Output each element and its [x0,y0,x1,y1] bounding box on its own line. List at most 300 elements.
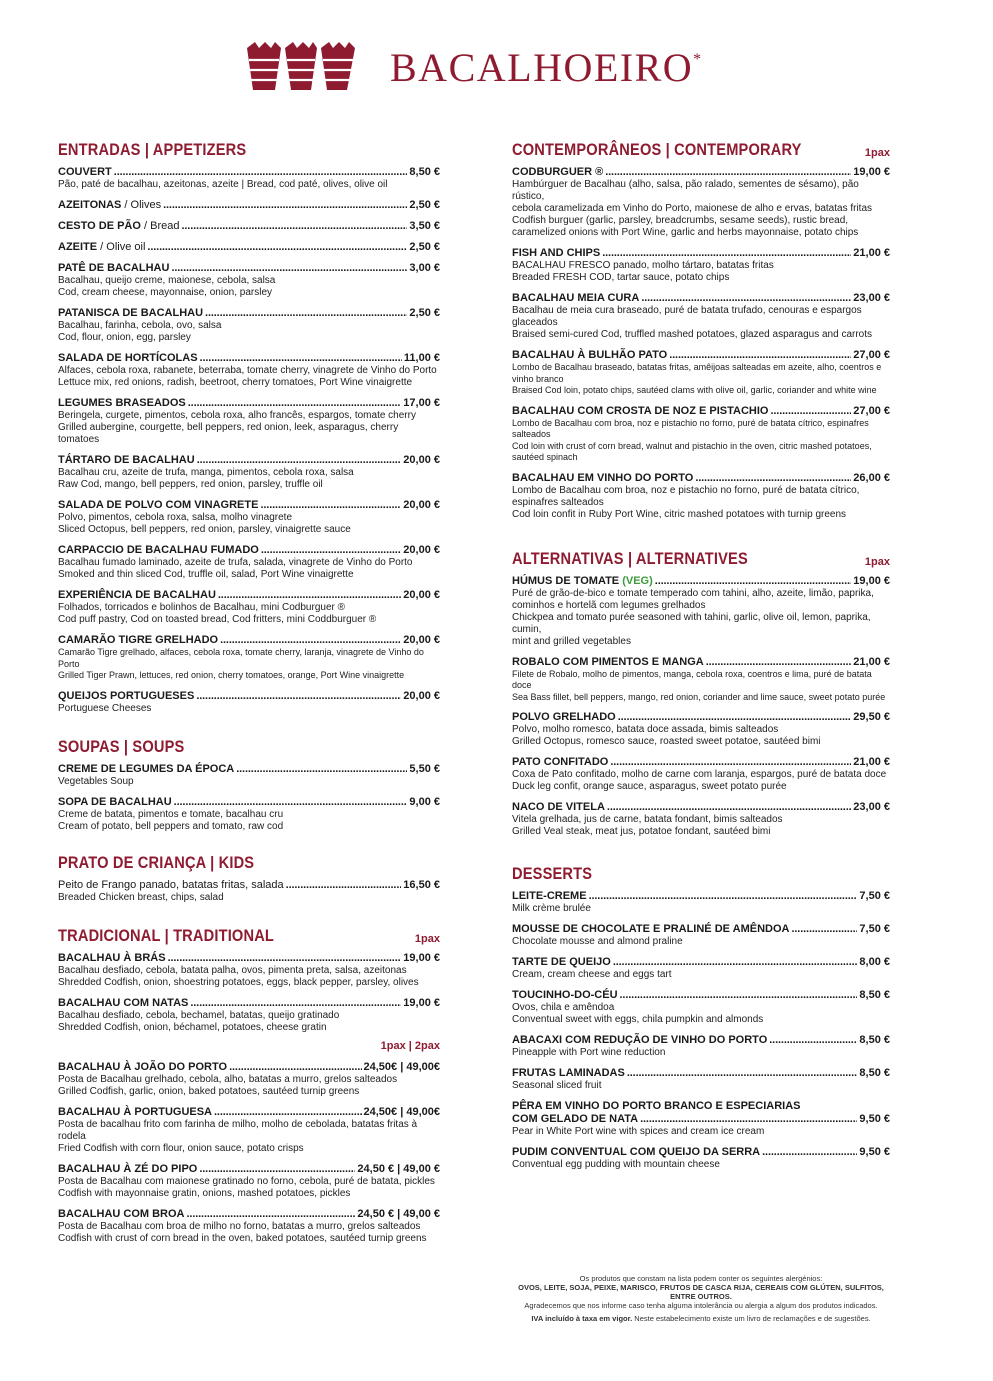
menu-item [512,756,890,793]
item-row [512,711,890,724]
dot-leader [200,352,402,365]
item-description: Bacalhau, farinha, cebola, ovo, salsa [58,320,222,331]
item-name-text: HÚMUS DE TOMATE [512,574,620,587]
dot-leader [190,997,401,1010]
item-price: 2,50 € [409,199,440,211]
section-header [58,853,440,873]
dot-leader [620,989,858,1002]
item-description: sautéed spinach [512,452,578,462]
item-row [58,1163,440,1176]
item-description: Grilled Codfish, garlic, onion, baked potatoes, sautéed turnip greens [58,1085,360,1097]
item-description: Coxa de Pato confitado, molho de carne com laranja, espargos, puré de batata doce [512,769,887,780]
item-name-text: COUVERT [58,166,112,178]
menu-item [58,307,440,344]
menu-item [512,1100,890,1138]
item-price: 21,00 € [853,247,890,259]
item-name-translation: / Olives [121,199,162,211]
item-name-text: ROBALO COM PIMENTOS E MANGA [512,655,704,668]
dot-leader [261,544,401,557]
item-name-text: BACALHAU COM NATAS [58,996,189,1009]
dot-leader [613,956,858,969]
item-row [58,220,440,233]
castle-logo-icon [245,40,357,92]
item-description: Pear in White Port wine with spices and cream ice cream [512,1126,765,1137]
item-row [58,544,440,557]
item-description: Lombo de Bacalhau com broa, noz e pistachio no forno, puré de batata cítrico, espinafres salteados [512,417,869,439]
item-description: Shredded Codfish, onion, shoestring potatoes, eggs, black pepper, parsley, olives [58,976,419,988]
dot-leader [610,756,851,769]
item-name-text: BACALHAU MEIA CURA [512,292,640,304]
item-price: 7,50 € [859,890,890,902]
item-price: 27,00 € [853,404,890,417]
section-title: DESSERTS [512,864,593,883]
item-name [512,575,653,588]
item-description: Grilled aubergine, courgette, bell peppers, red onion, leek, asparagus, cherry tomatoes [58,422,399,445]
item-price: 19,00 € [853,574,890,587]
item-price: 8,50 € [859,1067,890,1079]
menu-item [58,166,440,191]
item-price: 20,00 € [403,454,440,466]
dot-leader [197,454,402,467]
section-header [58,926,440,946]
item-name [58,499,258,512]
footer-line-2: OVOS, LEITE, SOJA, PEIXE, MARISCO, FRUTOS DE CASCA RIJA, CEREAIS COM GLÚTEN, SULFITOS, ENTRE OUTROS. [518,1283,884,1301]
section-title: TRADICIONAL | TRADITIONAL [58,925,275,945]
dot-leader [607,801,851,814]
item-name [58,1106,212,1119]
item-name-text: AZEITONAS [58,199,122,211]
item-price: 19,00 € [403,996,440,1009]
item-row [512,166,890,179]
item-row [512,349,890,362]
dot-leader [174,796,408,809]
item-description: Sliced Octopus, bell peppers, red onion, parsley, vinaigrette sauce [58,524,351,535]
dot-leader [229,1061,361,1074]
menu-item [58,397,440,446]
item-row [58,199,440,212]
item-name [512,472,693,485]
section-header [512,140,890,160]
item-description: Chocolate mousse and almond praline [512,936,683,947]
item-price: 20,00 € [403,544,440,556]
item-price: 24,50 € | 49,00 € [357,1162,440,1175]
item-row [58,879,440,892]
item-price: 9,50 € [859,1113,890,1125]
item-name [58,1061,227,1074]
item-price: 2,50 € [409,241,440,253]
item-price: 2,50 € [409,307,440,319]
menu-section [512,864,890,1171]
item-name-text: PATÊ DE BACALHAU [58,262,170,274]
dot-leader [236,763,407,776]
item-name-text: TARTE DE QUEIJO [512,956,611,968]
item-name [512,711,616,724]
item-price: 20,00 € [403,499,440,511]
item-name [58,241,145,254]
item-row [58,454,440,467]
item-description: caramelized onions with Port Wine, garlic and herbs mayonnaise, potato chips [512,227,859,238]
menu-section [58,140,440,715]
menu-item [58,1061,440,1098]
menu-section [58,926,440,1245]
item-row [58,997,440,1010]
item-description: Cod, cream cheese, mayonnaise, onion, parsley [58,287,273,298]
item-price: 29,50 € [853,711,890,723]
item-description: Breaded FRESH COD, tartar sauce, potato chips [512,272,730,283]
item-name-text: QUEIJOS PORTUGUESES [58,689,195,702]
item-name-text: CODBURGUER ® [512,166,604,178]
item-price: 23,00 € [853,292,890,304]
item-row [58,690,440,703]
item-description: Pineapple with Port wine reduction [512,1047,666,1058]
item-description: Beringela, curgete, pimentos, cebola roxa, alho francês, espargos, tomate cherry [58,410,416,421]
item-name-text: SALADA DE POLVO COM VINAGRETE [58,499,259,511]
item-row [58,166,440,179]
section-title: ENTRADAS | APPETIZERS [58,140,247,159]
item-price: 9,00 € [409,795,440,808]
item-name-text: TÁRTARO DE BACALHAU [58,454,195,466]
item-row [58,763,440,776]
item-name [58,997,188,1010]
item-description: Duck leg confit, orange sauce, asparagus, sweet potato purée [512,781,787,792]
item-name [512,1034,767,1047]
item-description: Raw Cod, mango, bell peppers, red onion, parsley, truffle oil [58,479,323,490]
item-name [58,262,169,275]
item-description: Posta de Bacalhau com maionese gratinado no forno, cebola, puré de batata, pickles [58,1175,435,1187]
menu-item [512,890,890,915]
dot-leader [260,499,401,512]
menu-item [512,1067,890,1092]
item-name [512,801,605,814]
item-name-text: FRUTAS LAMINADAS [512,1067,625,1079]
item-name-text: SALADA DE HORTÍCOLAS [58,352,198,364]
footer-line-4: IVA incluído à taxa em vigor. Neste estabelecimento existe um livro de reclamações e de sugestões. [531,1314,871,1323]
dot-leader [114,166,408,179]
item-description: Lombo de Bacalhau com broa, noz e pistachio no forno, puré de batata cítrico, [512,484,860,496]
item-description: Vegetables Soup [58,775,134,787]
item-row [512,1146,890,1159]
menu-section [58,853,440,904]
dot-leader [218,589,401,602]
section-header [512,549,890,569]
item-description: Bacalhau, queijo creme, maionese, cebola, salsa [58,275,276,286]
left-column [58,140,440,1245]
item-row [58,397,440,410]
item-price: 19,00 € [403,951,440,964]
item-description: Portuguese Cheeses [58,702,152,714]
item-description: Polvo, molho romesco, batata doce assada, bimis salteados [512,724,779,735]
item-price: 16,50 € [403,878,440,891]
item-description: mint and grilled vegetables [512,635,631,647]
item-price: 24,50€ | 49,00€ [363,1105,440,1118]
item-description: Camarão Tigre grelhado, alfaces, cebola roxa, tomate cherry, laranja, vinagrete de Vinho do Porto [58,647,424,669]
menu-item [58,544,440,581]
item-name-text: CESTO DE PÃO [58,220,141,232]
item-name [58,454,195,467]
item-description: Smoked and thin sliced Cod, truffle oil, salad, Port Wine vinaigrette [58,569,354,580]
menu-item [58,690,440,715]
item-row [58,262,440,275]
section-title: PRATO DE CRIANÇA | KIDS [58,852,255,872]
item-row [512,405,890,418]
item-description: espinafres salteados [512,496,604,508]
menu-item [512,956,890,981]
item-description: Posta de Bacalhau grelhado, cebola, alho, batatas a murro, grelos salteados [58,1073,398,1085]
item-price: 8,50 € [859,989,890,1001]
menu-item [58,1106,440,1155]
menu-item [512,472,890,521]
menu-item [512,405,890,464]
dot-leader [669,349,851,362]
item-name [512,1067,625,1080]
item-row [58,952,440,965]
menu-item [58,589,440,626]
item-price: 11,00 € [403,352,440,364]
item-row [512,956,890,969]
item-description: Bacalhau fumado laminado, azeite de trufa, salada, vinagrete de Vinho do Porto [58,557,413,568]
dot-leader [589,890,858,903]
item-name-text: MOUSSE DE CHOCOLATE E PRALINÉ DE AMÊNDOA [512,923,790,935]
pax-label: 1pax [414,932,440,945]
item-description: Grilled Octopus, romesco sauce, roasted sweet potatoe, sautéed bimi [512,736,821,747]
dot-leader [695,472,851,485]
dot-leader [205,307,407,320]
section-header [58,140,440,160]
dot-leader [762,1146,857,1159]
menu-item [512,801,890,838]
item-row [512,890,890,903]
menu-section [58,737,440,833]
item-description: Lettuce mix, red onions, radish, beetroot, cherry tomatoes, Port Wine vinaigrette [58,377,413,388]
item-name [58,307,203,320]
item-name-text: BACALHAU COM BROA [58,1207,185,1220]
dot-leader [214,1106,362,1119]
menu-item [58,499,440,536]
brand-logo [245,40,703,92]
item-price: 20,00 € [403,589,440,601]
dot-leader [220,634,401,647]
item-price: 3,50 € [409,220,440,232]
item-name [58,589,216,602]
item-description: Breaded Chicken breast, chips, salad [58,891,224,903]
item-price: 19,00 € [853,166,890,178]
item-price: 21,00 € [853,655,890,668]
item-row [512,756,890,769]
item-row [58,1106,440,1119]
item-name [58,1208,185,1221]
menu-item [512,247,890,284]
item-description: Ovos, chila e amêndoa [512,1002,615,1013]
dot-leader [769,1034,857,1047]
veg-label: (VEG) [622,574,653,587]
item-price: 21,00 € [853,756,890,768]
menu-item [58,220,440,233]
item-row [58,796,440,809]
dot-leader [605,166,851,179]
item-row [58,241,440,254]
menu-item [58,997,440,1034]
dot-leader [618,711,852,724]
dot-leader [706,656,852,669]
dot-leader [196,690,401,703]
menu-section [512,549,890,839]
item-name [512,989,618,1002]
item-price: 8,50 € [409,166,440,178]
item-price: 5,50 € [409,762,440,775]
item-name [512,656,704,669]
item-row [512,1034,890,1047]
item-name-text: BACALHAU À ZÉ DO PIPO [58,1162,198,1175]
item-description: Alfaces, cebola roxa, rabanete, beterraba, tomate cherry, vinagrete de Vinho do Porto [58,365,437,376]
item-description: Braised semi-cured Cod, truffled mashed potatoes, glazed asparagus and carrots [512,329,873,340]
dot-leader [163,199,407,212]
section-title: SOUPAS | SOUPS [58,736,185,756]
item-description: Polvo, pimentos, cebola roxa, salsa, molho vinagrete [58,512,293,523]
menu-item [58,1163,440,1200]
menu-item [512,1034,890,1059]
menu-item [512,1146,890,1171]
item-name-text: BACALHAU EM VINHO DO PORTO [512,471,694,484]
item-name [58,634,218,647]
item-row [512,472,890,485]
item-description: Fried Codfish with corn flour, onion sauce, potato crisps [58,1142,304,1154]
item-description: Cod, flour, onion, egg, parsley [58,332,191,343]
item-row [58,352,440,365]
item-row [58,307,440,320]
item-name-text: PUDIM CONVENTUAL COM QUEIJO DA SERRA [512,1146,761,1158]
item-name-text: PATO CONFITADO [512,756,609,768]
section-title: CONTEMPORÂNEOS | CONTEMPORARY [512,140,802,159]
menu-item [58,796,440,833]
item-price: 8,50 € [859,1034,890,1046]
item-description: cominhos e hortelã com legumes grelhados [512,599,706,611]
item-name [512,1146,760,1159]
item-description: Posta de Bacalhau com broa de milho no forno, batatas a murro, grelos salteados [58,1220,421,1232]
item-row [58,589,440,602]
item-name [58,220,179,233]
item-row [58,499,440,512]
item-price: 7,50 € [859,923,890,935]
item-description: Posta de bacalhau frito com farinha de milho, molho de cebolada, batatas fritas à rodela [58,1118,418,1142]
item-name-text: PATANISCA DE BACALHAU [58,307,204,319]
item-name [58,544,259,557]
item-row [512,923,890,936]
item-name-text: SOPA DE BACALHAU [58,795,172,808]
item-name-translation: / Olive oil [97,241,146,253]
item-name [512,405,768,418]
item-description: Cod loin with crust of corn bread, walnut and pistachio in the oven, citric mashed potatoes, [512,440,872,451]
menu-item [512,575,890,648]
item-name-text: TOUCINHO-DO-CÉU [512,989,618,1001]
item-name [512,166,603,179]
item-name [512,1113,638,1126]
dot-leader [655,575,852,588]
item-description: Lombo de Bacalhau braseado, batatas fritas, amêijoas salteadas em azeite, alho, coentros e vinho branco [512,362,882,384]
dot-leader [188,397,402,410]
menu-item [512,349,890,397]
section-title: ALTERNATIVAS | ALTERNATIVES [512,548,748,568]
item-description: Filete de Robalo, molho de pimentos, manga, cebola roxa, coentros e lima, puré de batata doce [512,668,872,690]
item-name-text: ABACAXI COM REDUÇÃO DE VINHO DO PORTO [512,1034,768,1046]
item-name-text: BACALHAU À BULHÃO PATO [512,349,668,361]
item-name [58,763,234,776]
dot-leader [199,1163,355,1176]
item-description: Folhados, torricados e bolinhos de Bacalhau, mini Codburguer ® [58,602,345,613]
item-row [58,1061,440,1074]
item-row [512,247,890,260]
item-row [512,656,890,669]
item-description: Bacalhau desfiado, cebola, batata palha, ovos, pimenta preta, salsa, azeitonas [58,964,407,976]
menu-section [512,140,890,521]
menu-item [58,199,440,212]
item-name-text: NACO DE VITELA [512,801,605,813]
menu-item [512,166,890,239]
item-name-text: AZEITE [58,241,98,253]
footer-line-1: Os produtos que constam na lista podem conter os seguintes alergénios: [579,1274,823,1283]
item-name [58,952,166,965]
item-name [58,166,112,179]
item-price: 3,00 € [409,262,440,274]
menu-item [58,634,440,682]
item-name-translation: / Bread [140,220,180,232]
item-price: 9,50 € [859,1146,890,1158]
item-description: Bacalhau cru, azeite de trufa, manga, pimentos, cebola roxa, salsa [58,467,354,478]
item-row [512,1113,890,1126]
item-name-text: CAMARÃO TIGRE GRELHADO [58,634,219,646]
item-name-text: LEGUMES BRASEADOS [58,397,186,409]
item-name [512,247,600,260]
item-name-text: CREME DE LEGUMES DA ÉPOCA [58,762,235,775]
dot-leader [187,1208,356,1221]
item-row [58,634,440,647]
footer-line-3: Agradecemos que nos informe caso tenha alguma intolerância ou alergia a algum dos produtos indicados. [524,1301,878,1310]
item-description: Pão, paté de bacalhau, azeitonas, azeite | Bread, cod paté, olives, olive oil [58,179,388,190]
item-name-line [512,1100,890,1113]
item-name [58,796,172,809]
item-row [512,575,890,588]
item-price: 8,00 € [859,956,890,968]
item-name [512,890,587,903]
item-name: PÊRA EM VINHO DO PORTO BRANCO E ESPECIARIAS [512,1100,801,1112]
right-column [512,140,890,1171]
menu-item [58,262,440,299]
item-description: Vitela grelhada, jus de carne, batata fondant, bimis salteados [512,814,783,825]
brand-name: BACALHOEIRO* [390,45,703,90]
item-description: Bacalhau desfiado, cebola, bechamel, batatas, queijo gratinado [58,1009,340,1021]
item-description: Codfish burguer (garlic, parsley, breadcrumbs, sesame seeds), rustic bread, [512,215,849,226]
item-row [58,1208,440,1221]
menu-item [58,952,440,989]
item-row [512,292,890,305]
item-row [512,1067,890,1080]
menu-item [512,989,890,1026]
item-description: cebola caramelizada em Vinho do Porto, maionese de alho e ervas, batatas fritas [512,203,873,214]
item-description: Chickpea and tomato purée seasoned with tahini, garlic, olive oil, lemon, paprika, cumin, [512,611,871,635]
item-name-text: COM GELADO DE NATA [512,1113,639,1125]
item-description: Braised Cod loin, potato chips, sautéed clams with olive oil, garlic, coriander and white wine [512,385,877,395]
dot-leader [286,879,402,892]
section-header [512,864,890,884]
dot-leader [640,1113,857,1126]
pax-label: 1pax | 2pax [380,1039,440,1052]
item-description: Hambúrguer de Bacalhau (alho, salsa, pão ralado, sementes de sésamo), pão rústico, [512,179,859,202]
allergen-footer [512,1274,890,1323]
item-description: Cream, cream cheese and eggs tart [512,969,672,980]
item-description: Shredded Codfish, onion, béchamel, potatoes, cheese gratin [58,1021,327,1033]
menu-item [512,711,890,748]
item-description: Cod loin confit in Ruby Port Wine, citric mashed potatoes with turnip greens [512,508,847,520]
menu-item [58,241,440,254]
